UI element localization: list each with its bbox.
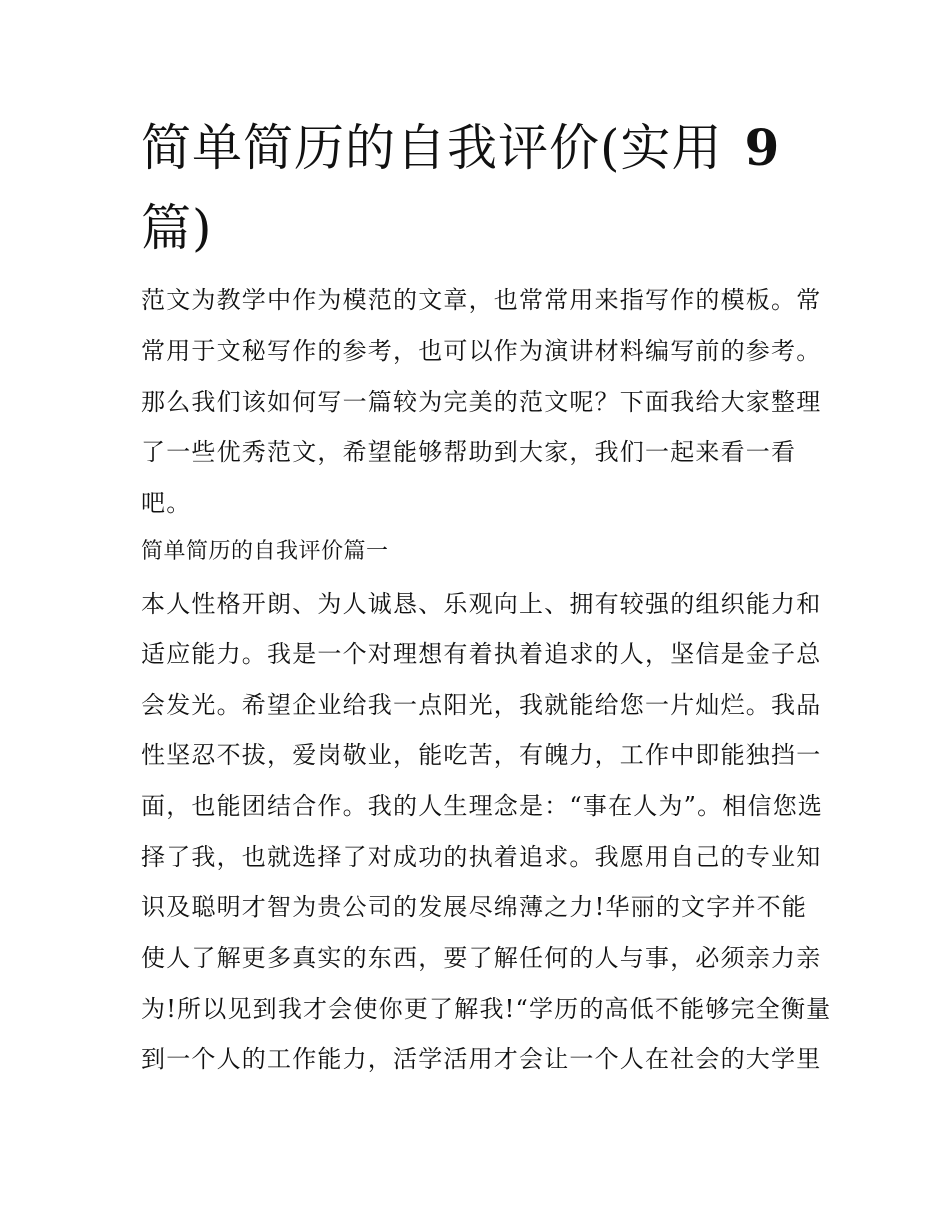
intro-line: 那么我们该如何写一篇较为完美的范文呢？下面我给大家整理 [141,388,822,416]
title-text-continued: 篇) [141,199,213,257]
section-line: 面，也能团结合作。我的人生理念是：“事在人为”。相信您选 [141,792,824,820]
section-line: 到一个人的工作能力，活学活用才会让一个人在社会的大学里 [141,1045,822,1073]
section-line: 性坚忍不拔，爱岗敬业，能吃苦，有魄力，工作中即能独挡一 [141,741,822,769]
intro-line: 吧。 [141,489,192,517]
section-line: 本人性格开朗、为人诚恳、乐观向上、拥有较强的组织能力和 [141,590,822,618]
section-line: 使人了解更多真实的东西，要了解任何的人与事，必须亲力亲 [141,944,822,972]
section-line: 会发光。希望企业给我一点阳光，我就能给您一片灿烂。我品 [141,691,822,719]
section-heading: 简单简历的自我评价篇一 [141,539,389,564]
intro-line: 范文为教学中作为模范的文章，也常常用来指写作的模板。常 [141,286,822,314]
section-line: 识及聪明才智为贵公司的发展尽绵薄之力!华丽的文字并不能 [141,893,808,921]
title-text: 简单简历的自我评价(实用 [141,119,723,177]
intro-line: 常用于文秘写作的参考，也可以作为演讲材料编写前的参考。 [141,337,822,365]
section-line: 择了我，也就选择了对成功的执着追求。我愿用自己的专业知 [141,843,822,871]
intro-line: 了一些优秀范文，希望能够帮助到大家，我们一起来看一看 [141,438,797,466]
section-line: 为!所以见到我才会使你更了解我!“学历的高低不能够完全衡量 [141,995,832,1023]
title-number: 9 [744,118,781,177]
document-title [141,108,781,268]
section-line: 适应能力。我是一个对理想有着执着追求的人，坚信是金子总 [141,640,822,668]
